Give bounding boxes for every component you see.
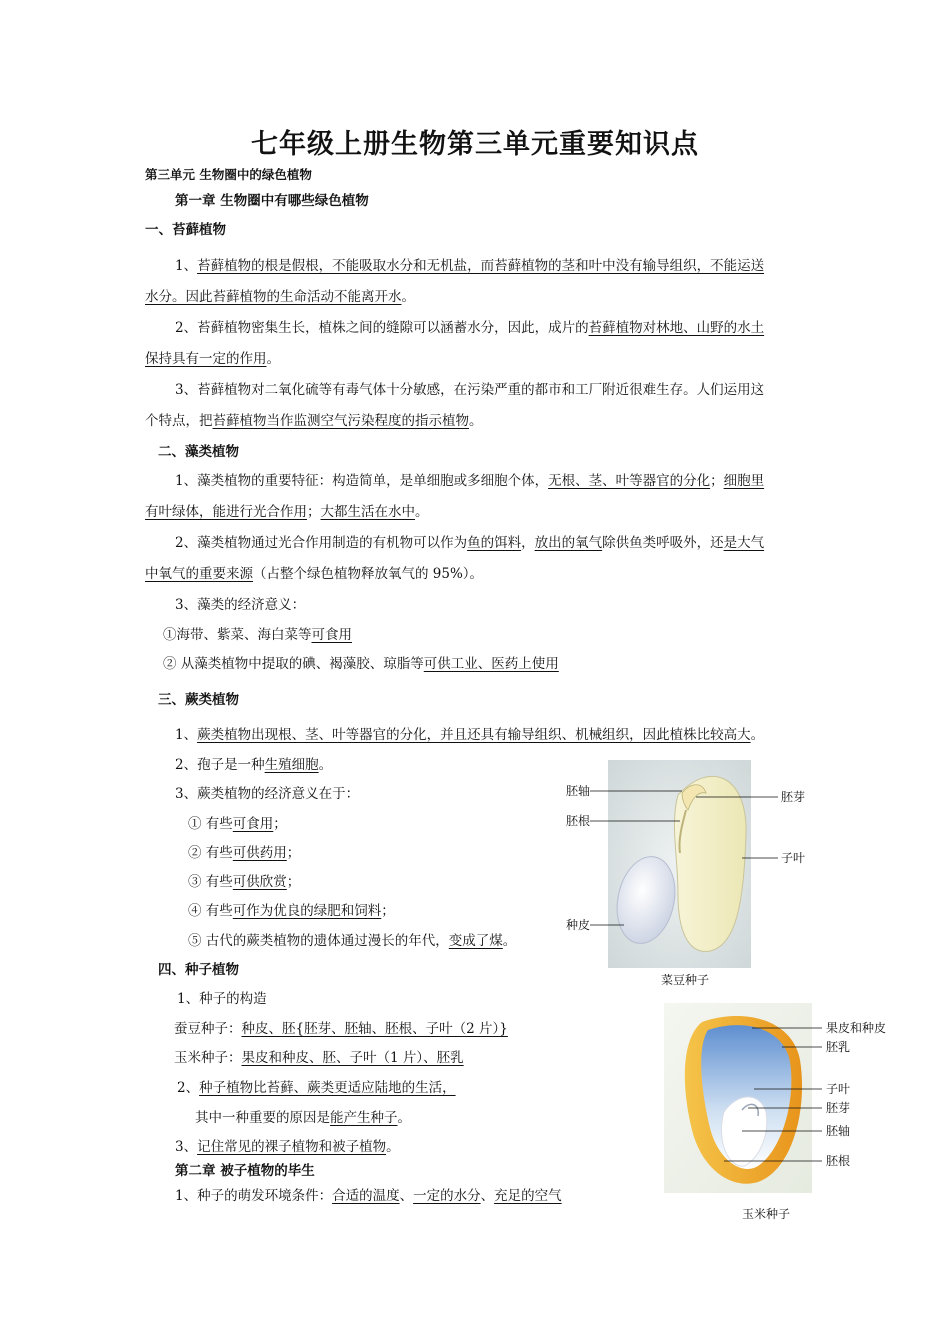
text: ④ 有些 (188, 903, 233, 919)
algae-p1-cont (145, 503, 429, 521)
text: 3、 (175, 1139, 198, 1155)
chapter2-heading: 第二章 被子植物的毕生 (175, 1163, 315, 1179)
text: ； (286, 845, 301, 861)
text: 1、 (175, 727, 198, 743)
underlined-text: 可供工业、医药上使用 (423, 656, 559, 672)
text: ； (273, 816, 287, 832)
underlined-text: 保持具有一定的作用 (145, 351, 267, 367)
text: ② 有些 (188, 845, 233, 861)
ferns-item-4 (188, 902, 395, 920)
underlined-text: 可食用 (232, 816, 274, 832)
text: 除供鱼类呼吸外，还 (602, 535, 724, 551)
text: 。 (469, 413, 483, 429)
seed-p1: 1、种子的构造 (177, 991, 267, 1007)
section-seed-plants-heading: 四、种子植物 (158, 962, 239, 978)
text: ⑤ 古代的蕨类植物的遗体通过漫长的年代， (188, 933, 449, 949)
ferns-p2 (175, 756, 332, 774)
text: 。 (318, 757, 333, 773)
mosses-p1-cont (145, 288, 415, 306)
underlined-text: 生殖细胞 (264, 757, 319, 773)
text: 1、 (175, 258, 198, 274)
mosses-p3: 3、苔藓植物对二氧化硫等有毒气体十分敏感，在污染严重的都市和工厂附近很难生存。人们运用这 (175, 382, 765, 398)
text: ； (381, 903, 395, 919)
mosses-p1 (175, 257, 764, 275)
underlined-text: 中氧气的重要来源 (145, 566, 253, 582)
ferns-item-2 (188, 844, 300, 862)
algae-p2 (175, 534, 764, 552)
text: 2、 (177, 1080, 200, 1096)
label-pericarp-and-seed-coat: 果皮和种皮 (826, 1021, 887, 1035)
label-cotyledon: 子叶 (826, 1082, 851, 1096)
text: 2、苔藓植物密集生长，植株之间的缝隙可以涵蓄水分，因此，成片的 (175, 320, 589, 336)
underlined-text: 记住常见的裸子植物和被子植物 (197, 1139, 387, 1155)
underlined-text: 种子植物比苔藓、蕨类更适应陆地的生活， (199, 1080, 456, 1096)
ferns-item-3 (188, 873, 300, 891)
ferns-p1 (175, 726, 764, 744)
underlined-text: 是大气 (723, 535, 765, 551)
text: 、 (480, 1188, 495, 1204)
text: 其中一种重要的原因是 (195, 1110, 330, 1126)
section-ferns-heading: 三、蕨类植物 (158, 692, 239, 708)
underlined-text: 苔藓植物的根是假根，不能吸取水分和无机盐，而苔藓植物的茎和叶中没有输导组织，不能运送 (197, 258, 765, 274)
underlined-text: 大都生活在水中 (320, 504, 415, 520)
section-algae-heading: 二、藻类植物 (158, 444, 239, 460)
underlined-text: 变成了煤 (448, 933, 503, 949)
underlined-text: 有叶绿体，能进行光合作用 (145, 504, 307, 520)
corn-seed-line (174, 1049, 464, 1067)
algae-p3: 3、藻类的经济意义： (175, 597, 306, 613)
ferns-item-5 (188, 932, 516, 950)
seed-p2 (177, 1079, 456, 1097)
underlined-text: 合适的温度 (332, 1188, 400, 1204)
text: ② 从藻类植物中提取的碘、褐藻胶、琼脂等 (163, 656, 424, 672)
corn-seed-caption: 玉米种子 (742, 1207, 791, 1221)
germination-p1 (175, 1187, 562, 1205)
underlined-text: 放出的氧气 (534, 535, 603, 551)
mosses-p3-cont (145, 412, 483, 430)
text: 。 (397, 1110, 411, 1126)
page-title: 七年级上册生物第三单元重要知识点 (251, 129, 699, 160)
underlined-text: 鱼的饵料 (467, 535, 522, 551)
label-axis: 胚轴 (566, 784, 591, 798)
mosses-p2 (175, 319, 764, 337)
underlined-text: 果皮和种皮、胚、子叶（1 片）、胚乳 (241, 1050, 464, 1066)
text: 蚕豆种子： (174, 1021, 242, 1037)
text: 。 (386, 1139, 400, 1155)
bean-seed-line (174, 1020, 508, 1038)
underlined-text: 可供欣赏 (232, 874, 287, 890)
label-cotyledon: 子叶 (781, 851, 806, 865)
seed-p3 (175, 1138, 400, 1156)
bean-seed-caption: 菜豆种子 (661, 973, 710, 987)
underlined-text: 一定的水分 (413, 1188, 481, 1204)
section-mosses-heading: 一、苔藓植物 (145, 222, 226, 238)
text: 1、种子的萌发环境条件： (175, 1188, 333, 1204)
algae-item-2 (163, 655, 559, 673)
label-axis: 胚轴 (826, 1124, 851, 1138)
text: （占整个绿色植物释放氧气的 95%）。 (253, 566, 484, 582)
seed-p2-cont (195, 1109, 411, 1127)
text: 2、藻类植物通过光合作用制造的有机物可以作为 (175, 535, 468, 551)
underlined-text: 可食用 (311, 627, 352, 643)
label-radicle: 胚根 (826, 1154, 851, 1168)
underlined-text: 可供药用 (232, 845, 287, 861)
text: 。 (750, 727, 765, 743)
bean-seed-figure (560, 755, 810, 990)
mosses-p2-cont (145, 350, 280, 368)
underlined-text: 种皮、胚{胚芽、胚轴、胚根、子叶（2 片）} (241, 1021, 508, 1037)
underlined-text: 能产生种子 (330, 1110, 398, 1126)
text: 玉米种子： (174, 1050, 242, 1066)
text: 。 (401, 289, 415, 305)
ferns-p3: 3、蕨类植物的经济意义在于： (175, 786, 360, 802)
underlined-text: 水分。因此苔藓植物的生命活动不能离开水 (145, 289, 402, 305)
underlined-text: 充足的空气 (494, 1188, 562, 1204)
underlined-text: 苔藓植物对林地、山野的水土 (588, 320, 765, 336)
text: 、 (399, 1188, 414, 1204)
text: 。 (415, 504, 429, 520)
label-endosperm: 胚乳 (826, 1040, 851, 1054)
text: ； (307, 504, 321, 520)
text: ①海带、紫菜、海白菜等 (163, 627, 312, 643)
label-radicle: 胚根 (566, 814, 591, 828)
algae-p2-cont (145, 565, 483, 583)
text: ③ 有些 (188, 874, 233, 890)
algae-item-1 (163, 626, 352, 644)
underlined-text: 细胞里 (723, 473, 765, 489)
text: ； (286, 874, 301, 890)
underlined-text: 可作为优良的绿肥和饲料 (232, 903, 382, 919)
chapter1-heading: 第一章 生物圈中有哪些绿色植物 (175, 193, 369, 209)
text: 1、藻类植物的重要特征：构造简单，是单细胞或多细胞个体， (175, 473, 549, 489)
corn-seed-figure (662, 1000, 902, 1200)
underlined-text: 无根、茎、叶等器官的分化 (548, 473, 711, 489)
text: ① 有些 (188, 816, 233, 832)
algae-p1 (175, 472, 764, 490)
underlined-text: 苔藓植物当作监测空气污染程度的指示植物 (212, 413, 469, 429)
text: ， (521, 535, 535, 551)
text: 。 (266, 351, 280, 367)
unit-heading: 第三单元 生物圈中的绿色植物 (145, 167, 312, 182)
label-plumule: 胚芽 (781, 790, 806, 804)
underlined-text: 蕨类植物出现根、茎、叶等器官的分化，并且还具有输导组织、机械组织，因此植株比较高大 (197, 727, 751, 743)
text: ； (710, 473, 724, 489)
label-plumule: 胚芽 (826, 1101, 851, 1115)
ferns-item-1 (188, 815, 287, 833)
text: 个特点，把 (145, 413, 213, 429)
text: 2、孢子是一种 (175, 757, 265, 773)
label-seed-coat: 种皮 (566, 918, 591, 932)
text: 。 (502, 933, 517, 949)
